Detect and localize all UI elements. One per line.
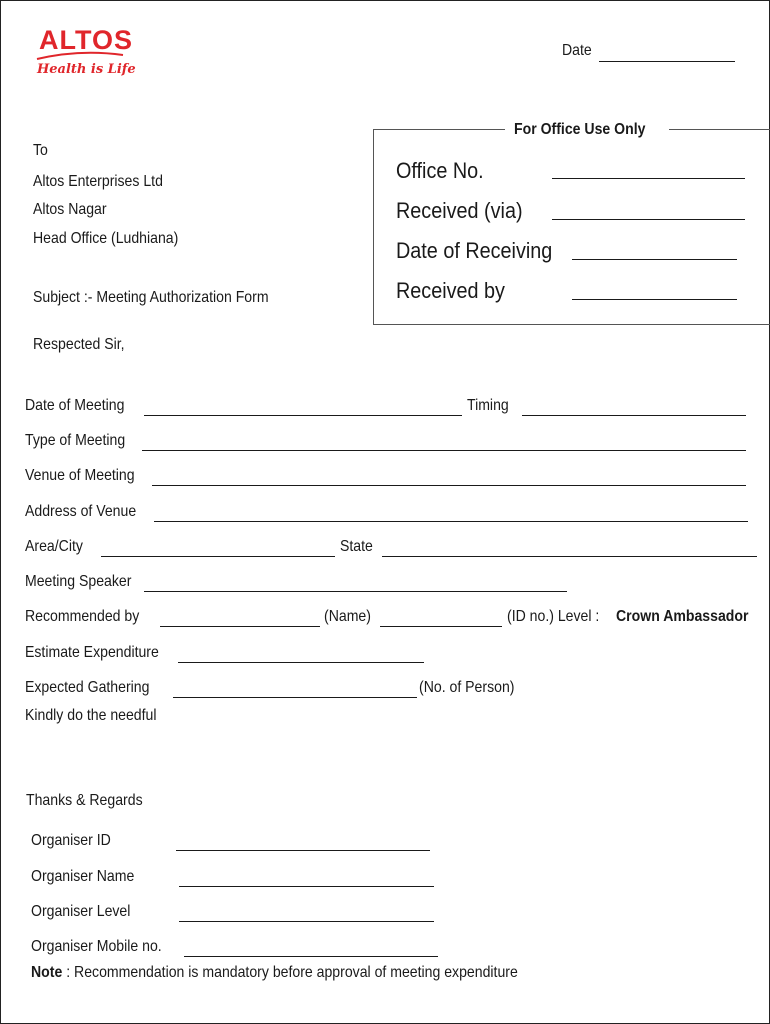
- organiser-id-field[interactable]: [176, 850, 430, 851]
- date-of-meeting-label: Date of Meeting: [25, 397, 125, 414]
- received-by-label: Received by: [396, 278, 505, 303]
- note-label: Note: [31, 964, 63, 981]
- received-via-field[interactable]: [552, 219, 745, 220]
- address-of-venue-label: Address of Venue: [25, 503, 137, 520]
- level-value: Crown Ambassador: [616, 608, 749, 625]
- organiser-mobile-field[interactable]: [184, 956, 438, 957]
- office-no-field[interactable]: [552, 178, 745, 179]
- office-use-title: For Office Use Only: [514, 121, 646, 138]
- date-of-receiving-label: Date of Receiving: [396, 238, 553, 263]
- address-line-3: Head Office (Ludhiana): [33, 230, 179, 247]
- state-field[interactable]: [382, 556, 757, 557]
- address-to: To: [33, 142, 48, 159]
- subject-line: Subject :- Meeting Authorization Form: [33, 289, 269, 306]
- closing-line: Kindly do the needful: [25, 707, 157, 724]
- organiser-mobile-label: Organiser Mobile no.: [31, 938, 162, 955]
- expected-gathering-label: Expected Gathering: [25, 679, 150, 696]
- logo-swoosh-icon: [35, 51, 125, 61]
- salutation: Respected Sir,: [33, 336, 125, 353]
- note-text: : Recommendation is mandatory before approval of meeting expenditure: [66, 964, 518, 981]
- type-of-meeting-field[interactable]: [142, 450, 746, 451]
- address-of-venue-field[interactable]: [154, 521, 748, 522]
- regards-line: Thanks & Regards: [26, 792, 143, 809]
- recommended-by-label: Recommended by: [25, 608, 140, 625]
- timing-label: Timing: [467, 397, 509, 414]
- date-label: Date: [562, 42, 592, 59]
- address-line-2: Altos Nagar: [33, 201, 107, 218]
- logo-tagline: Health is Life: [37, 62, 136, 77]
- date-of-meeting-field[interactable]: [144, 415, 462, 416]
- venue-of-meeting-field[interactable]: [152, 485, 746, 486]
- name-suffix-label: (Name): [324, 608, 371, 625]
- organiser-level-label: Organiser Level: [31, 903, 131, 920]
- organiser-name-label: Organiser Name: [31, 868, 135, 885]
- office-no-label: Office No.: [396, 158, 484, 183]
- state-label: State: [340, 538, 373, 555]
- date-field[interactable]: [599, 61, 735, 62]
- timing-field[interactable]: [522, 415, 746, 416]
- note-line: [31, 964, 518, 982]
- received-via-label: Received (via): [396, 198, 523, 223]
- estimate-expenditure-field[interactable]: [178, 662, 424, 663]
- venue-of-meeting-label: Venue of Meeting: [25, 467, 135, 484]
- expected-gathering-field[interactable]: [173, 697, 417, 698]
- meeting-speaker-label: Meeting Speaker: [25, 573, 132, 590]
- type-of-meeting-label: Type of Meeting: [25, 432, 126, 449]
- organiser-name-field[interactable]: [179, 886, 434, 887]
- date-of-receiving-field[interactable]: [572, 259, 737, 260]
- no-of-person-label: (No. of Person): [419, 679, 515, 696]
- recommended-name-field[interactable]: [160, 626, 320, 627]
- address-line-1: Altos Enterprises Ltd: [33, 173, 163, 190]
- organiser-level-field[interactable]: [179, 921, 434, 922]
- area-city-label: Area/City: [25, 538, 83, 555]
- meeting-speaker-field[interactable]: [144, 591, 567, 592]
- brand-logo: ALTOS: [39, 25, 134, 55]
- recommended-id-field[interactable]: [380, 626, 502, 627]
- organiser-id-label: Organiser ID: [31, 832, 111, 849]
- received-by-field[interactable]: [572, 299, 737, 300]
- estimate-expenditure-label: Estimate Expenditure: [25, 644, 159, 661]
- id-level-label: (ID no.) Level :: [507, 608, 600, 625]
- area-city-field[interactable]: [101, 556, 335, 557]
